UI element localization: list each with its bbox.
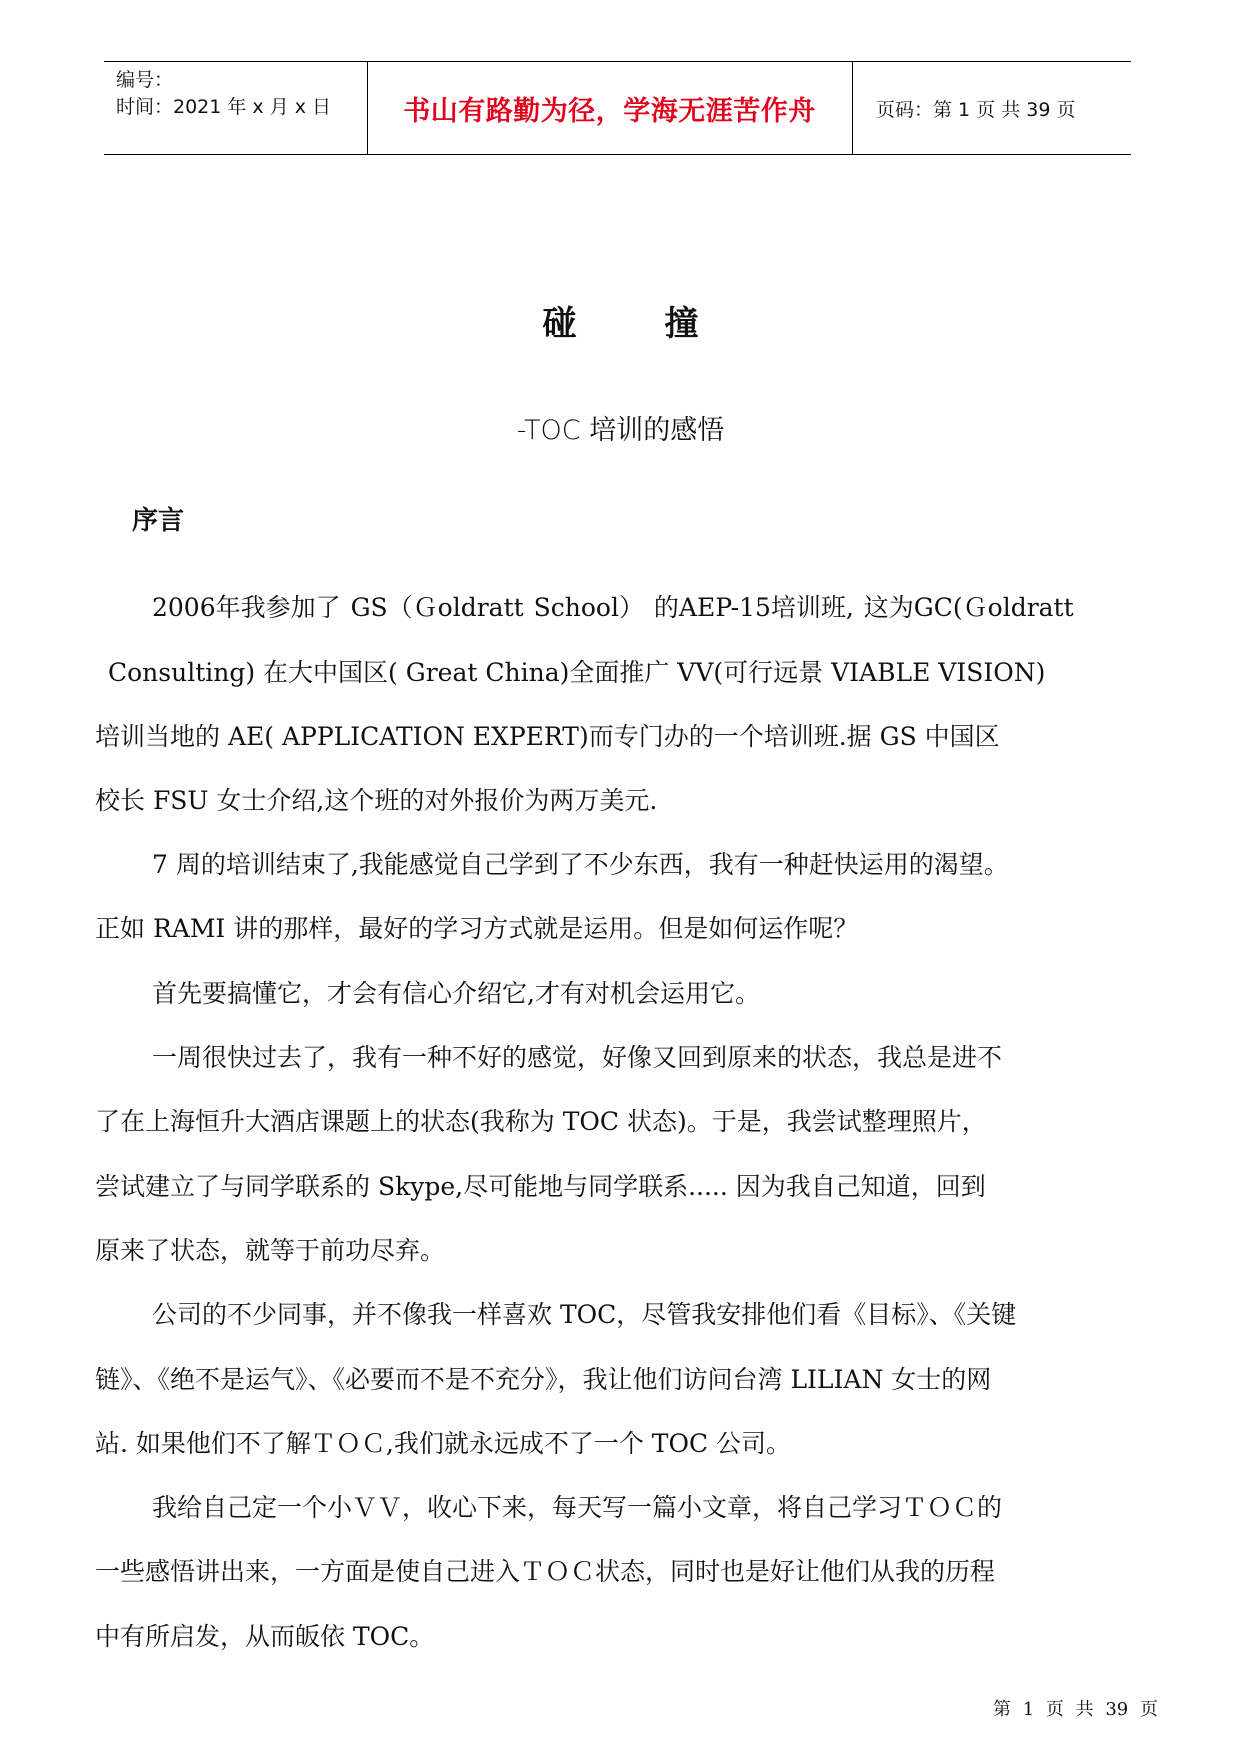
header-info-cell [104, 62, 368, 154]
page-header [104, 61, 1131, 155]
document-subtitle: -TOC 培训的感悟 [516, 415, 725, 446]
body-line: 正如 RAMI 讲的那样，最好的学习方式就是运用。但是如何运作呢？ [95, 914, 859, 943]
document-number-label: 编号： [116, 69, 174, 91]
header-motto-cell [367, 62, 853, 154]
section-heading: 序言 [132, 506, 185, 536]
body-line: 站. 如果他们不了解ＴＯＣ,我们就永远成不了一个 TOC 公司。 [95, 1429, 792, 1458]
header-page-code: 页码：第 1 页 共 39 页 [876, 98, 1076, 121]
body-line: 公司的不少同事，并不像我一样喜欢 TOC，尽管我安排他们看《目标》、《关键 [152, 1300, 1017, 1329]
body-line: 培训当地的 AE( APPLICATION EXPERT)而专门办的一个培训班.据 GS 中国区 [95, 722, 1000, 751]
body-line: 一些感悟讲出来，一方面是使自己进入ＴＯＣ状态，同时也是好让他们从我的历程 [95, 1557, 996, 1586]
body-line: 校长 FSU 女士介绍,这个班的对外报价为两万美元. [95, 786, 658, 815]
body-line: 首先要搞懂它，才会有信心介绍它,才有对机会运用它。 [152, 979, 760, 1008]
body-line: 我给自己定一个小ＶＶ，收心下来，每天写一篇小文章，将自己学习ＴＯＣ的 [152, 1493, 1003, 1522]
body-line: 链》、《绝不是运气》、《必要而不是不充分》，我让他们访问台湾 LILIAN 女士的网 [95, 1365, 992, 1394]
body-line: 一周很快过去了，我有一种不好的感觉，好像又回到原来的状态，我总是进不 [152, 1043, 1003, 1072]
body-line: 原来了状态，就等于前功尽弃。 [95, 1236, 446, 1265]
document-title: 碰撞 [542, 304, 787, 344]
body-line: 7 周的培训结束了,我能感觉自己学到了不少东西，我有一种赶快运用的渴望。 [152, 850, 1009, 879]
header-page-cell [852, 62, 1131, 154]
body-line: 中有所启发，从而皈依 TOC。 [95, 1622, 435, 1651]
header-motto: 书山有路勤为径，学海无涯苦作舟 [403, 95, 816, 127]
body-line: 2006年我参加了 GS（Ｇoldratt School） 的AEP-15培训班, 这为GC(Ｇoldratt [152, 593, 1074, 622]
body-line: 尝试建立了与同学联系的 Skype,尽可能地与同学联系..... 因为我自己知道，回到 [95, 1172, 986, 1201]
body-line: 了在上海恒升大酒店课题上的状态(我称为 TOC 状态)。于是，我尝试整理照片， [95, 1107, 987, 1136]
document-time-label: 时间：2021 年 x 月 x 日 [116, 96, 332, 118]
page-footer: 第 1 页 共 39 页 [993, 1699, 1158, 1720]
body-line: Consulting) 在大中国区( Great China)全面推广 VV(可行远景 VIABLE VISION) [108, 658, 1046, 687]
